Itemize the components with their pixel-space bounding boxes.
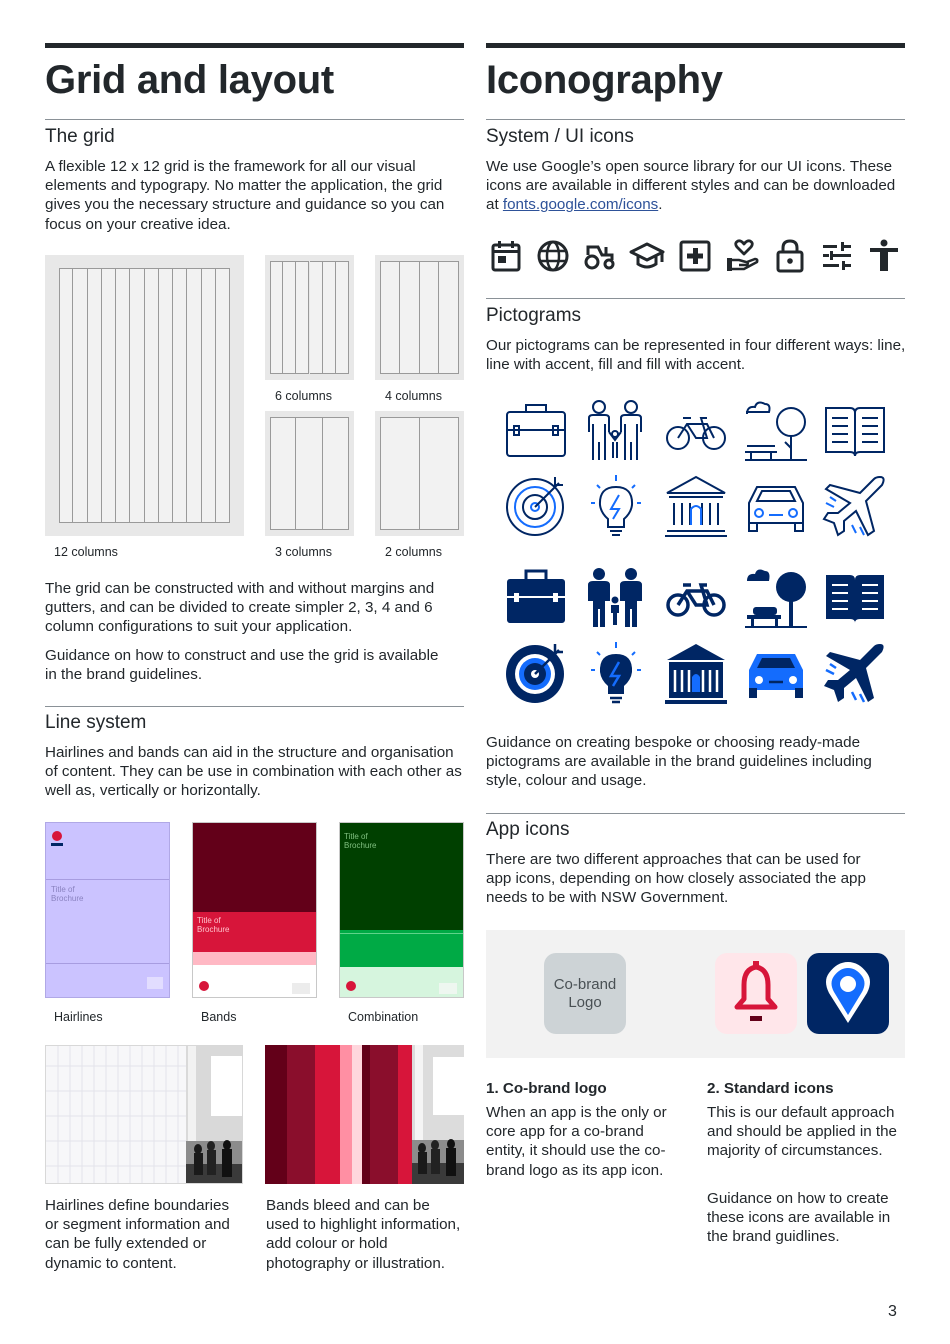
tag-box (292, 983, 310, 994)
lightbulb-line-accent-icon (583, 473, 649, 539)
hairlines-description: Hairlines define boundaries or segment information and can be fully extended or dynamic to content. (45, 1197, 230, 1272)
tag-box (439, 983, 457, 994)
grid-column (420, 417, 460, 530)
grid-column (270, 261, 283, 374)
park-bench-tree-fill-icon (743, 565, 809, 631)
car-line-accent-icon (743, 473, 809, 539)
intro-end: . (658, 196, 663, 214)
cobrand-logo-title: 1. Co-brand logo (486, 1080, 607, 1097)
grid-intro: A flexible 12 x 12 grid is the framework for all our visual elements and typograpy. No matter the application, the grid gives you the necessary structure and guidance so you can focus on your creative idea. (45, 158, 445, 233)
pictograms-intro: Our pictograms can be represented in four different ways: line, line with accent, fill and fill with accent. (486, 337, 906, 374)
park-bench-tree-line-icon (743, 398, 809, 464)
airplane-fill-accent-icon (822, 640, 888, 706)
combination-brochure-mock (339, 822, 464, 998)
section-top-bar (45, 43, 464, 48)
grid-column (400, 261, 420, 374)
hairlines-photo-layout (45, 1045, 243, 1184)
caption-4-columns: 4 columns (385, 389, 442, 403)
grid-column (296, 261, 309, 374)
nsw-logo-icon (199, 981, 209, 991)
grid-column (439, 261, 459, 374)
hairline (340, 933, 463, 934)
divider (45, 706, 464, 707)
hairline (46, 963, 169, 964)
airplane-line-accent-icon (822, 473, 888, 539)
grid-column (59, 268, 73, 523)
grid-column (173, 268, 187, 523)
grid-column (380, 261, 400, 374)
grid-column (73, 268, 87, 523)
co-brand-logo-placeholder: Co-brand Logo (544, 953, 626, 1034)
grid-column (187, 268, 201, 523)
government-building-fill-accent-icon (663, 640, 729, 706)
bands-brochure-mock (192, 822, 317, 998)
google-icons-link[interactable]: fonts.google.com/icons (502, 196, 659, 214)
caption-2-columns: 2 columns (385, 545, 442, 559)
divider (486, 298, 905, 299)
divider (45, 119, 464, 120)
bell-icon (715, 953, 797, 1034)
divider (486, 813, 905, 814)
grid-column (296, 417, 322, 530)
grid-column (310, 261, 323, 374)
hairlines-brochure-mock (45, 822, 170, 998)
grid-4-columns (375, 255, 464, 380)
heading-pictograms: Pictograms (486, 305, 582, 326)
app-icons-intro: There are two different approaches that can be used for app icons, depending on how closely associated the app needs to be with NSW Government. (486, 851, 866, 907)
caption-bands: Bands (201, 1010, 237, 1024)
caption-combination: Combination (348, 1010, 419, 1024)
page-number: 3 (888, 1303, 897, 1320)
heading-app-icons: App icons (486, 819, 570, 840)
bands-graphic (265, 1045, 464, 1184)
grid-column (336, 261, 349, 374)
location-pin-icon (807, 953, 889, 1034)
band-maroon (193, 823, 316, 912)
grid-column (323, 261, 336, 374)
bell-app-icon (715, 953, 797, 1034)
band-pink (193, 952, 316, 965)
section-top-bar (486, 43, 905, 48)
tune-sliders-icon (819, 238, 855, 274)
pictograms-outro: Guidance on creating bespoke or choosing ready-made pictograms are available in the brand guidelines including style, colour and usage. (486, 734, 872, 790)
logo-text-bar (51, 843, 63, 846)
grid-column (216, 268, 230, 523)
calendar-icon (488, 238, 524, 274)
car-fill-accent-icon (743, 640, 809, 706)
target-fill-accent-icon (503, 640, 569, 706)
bands-description: Bands bleed and can be used to highlight information, add colour or hold photography or illustration. (266, 1197, 461, 1272)
grid-column (380, 417, 420, 530)
grid-column (88, 268, 102, 523)
heading-system-ui-icons: System / UI icons (486, 126, 634, 147)
grid-3-columns (265, 411, 354, 536)
medical-plus-icon (677, 238, 713, 274)
grid-12-columns (45, 255, 244, 536)
bands-photo-layout (265, 1045, 464, 1184)
open-book-line-icon (822, 398, 888, 464)
grid-column (159, 268, 173, 523)
volunteer-hand-heart-icon (724, 238, 760, 274)
standard-icons-text-2: Guidance on how to create these icons are available in the brand guidlines. (707, 1190, 891, 1246)
caption-3-columns: 3 columns (275, 545, 332, 559)
family-walking-fill-icon (583, 565, 649, 631)
hairline-grid-graphic (46, 1046, 243, 1184)
caption-hairlines: Hairlines (54, 1010, 103, 1024)
target-line-accent-icon (503, 473, 569, 539)
brochure-title: Title of Brochure (51, 885, 84, 903)
government-building-line-accent-icon (663, 473, 729, 539)
nsw-logo-icon (52, 831, 62, 841)
grid-column (420, 261, 440, 374)
nsw-logo-icon (346, 981, 356, 991)
standard-icons-text-1: This is our default approach and should be applied in the majority of circumstances. (707, 1104, 897, 1160)
open-book-fill-icon (822, 565, 888, 631)
caption-12-columns: 12 columns (54, 545, 118, 559)
grid-column (130, 268, 144, 523)
brochure-title: Title of Brochure (197, 916, 230, 934)
briefcase-fill-icon (503, 565, 569, 631)
accessibility-person-icon (866, 238, 902, 274)
heading-line-system: Line system (45, 712, 147, 733)
grid-6-columns (265, 255, 354, 380)
brochure-title: Title of Brochure (344, 832, 377, 850)
grid-column (145, 268, 159, 523)
standard-icons-title: 2. Standard icons (707, 1080, 834, 1097)
lock-icon (772, 238, 808, 274)
grid-2-columns (375, 411, 464, 536)
grid-column (102, 268, 116, 523)
bicycle-line-icon (663, 398, 729, 464)
grid-column (116, 268, 130, 523)
family-walking-line-icon (583, 398, 649, 464)
tag-box (147, 977, 163, 989)
page-title-iconography: Iconography (486, 58, 723, 102)
intro-text: We use Google’s open source library for our UI icons. These icons are available in different styles and can be downloaded at (486, 158, 896, 214)
bicycle-fill-icon (663, 565, 729, 631)
grid-para-1: The grid can be constructed with and without margins and gutters, and can be divided to create simpler 2, 3, 4 and 6 column configurations to suit your application. (45, 580, 435, 636)
lightbulb-fill-accent-icon (583, 640, 649, 706)
grid-column (323, 417, 349, 530)
location-pin-app-icon (807, 953, 889, 1034)
system-icons-intro (486, 157, 906, 215)
app-icons-panel (486, 930, 905, 1058)
page-title-grid-and-layout: Grid and layout (45, 58, 334, 102)
grid-column (283, 261, 296, 374)
globe-icon (535, 238, 571, 274)
tractor-icon (582, 238, 618, 274)
caption-6-columns: 6 columns (275, 389, 332, 403)
band-green (340, 930, 463, 967)
line-system-intro: Hairlines and bands can aid in the structure and organisation of content. They can be use in combination with each other as well as, vertically or horizontally. (45, 744, 462, 800)
hairline (46, 879, 169, 880)
briefcase-line-icon (503, 398, 569, 464)
divider (486, 119, 905, 120)
cobrand-logo-text: When an app is the only or core app for a co-brand entity, it should use the co-brand logo as its app icon. (486, 1104, 667, 1179)
grid-para-2: Guidance on how to construct and use the grid is available in the brand guidelines. (45, 647, 439, 684)
grid-column (270, 417, 296, 530)
grid-column (202, 268, 216, 523)
heading-the-grid: The grid (45, 126, 115, 147)
graduation-cap-icon (629, 238, 665, 274)
